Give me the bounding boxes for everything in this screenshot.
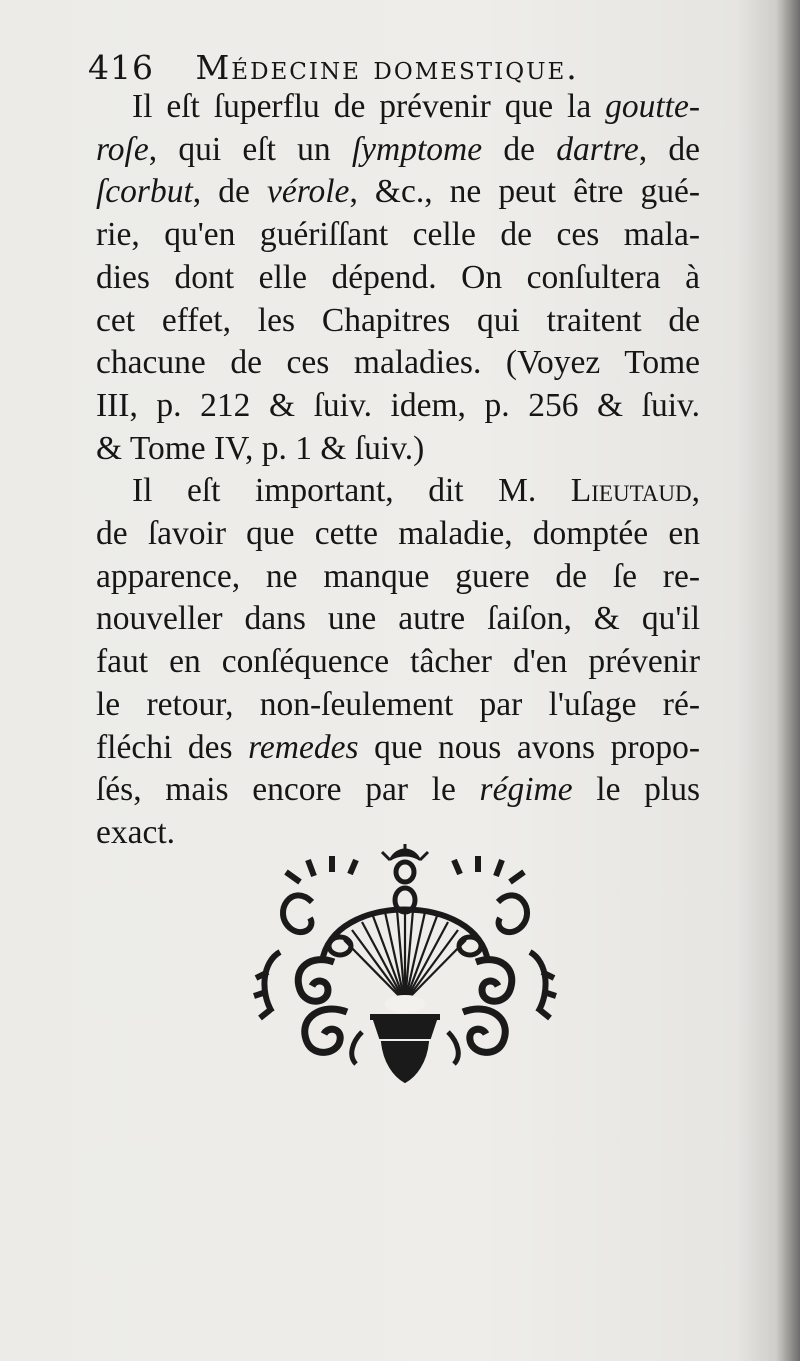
small-caps-name: Lieutaud — [570, 472, 692, 510]
text-line — [96, 556, 700, 599]
page-number: 416 — [88, 48, 154, 87]
text-line — [96, 513, 700, 556]
text-line — [96, 385, 700, 428]
text-line — [96, 171, 700, 214]
text-line — [96, 641, 700, 684]
text-run: , de — [638, 130, 700, 168]
text-run: de — [482, 130, 557, 168]
text-line — [96, 769, 700, 812]
text-run: , qui eſt un — [148, 130, 352, 168]
text-line — [96, 428, 700, 471]
text-line — [96, 214, 700, 257]
text-run: , &c., ne peut être gué- — [349, 173, 700, 211]
text-run: le retour, non-ſeulement par l'uſage ré- — [96, 685, 700, 723]
text-run: , — [691, 472, 700, 510]
text-run: faut en conſéquence tâcher d'en prévenir — [96, 643, 700, 681]
text-run: III, p. 212 & ſuiv. idem, p. 256 & ſuiv. — [96, 386, 700, 424]
text-line — [96, 257, 700, 300]
text-run: & Tome IV, p. 1 & ſuiv.) — [96, 429, 425, 467]
text-run: dies dont elle dépend. On conſultera à — [96, 258, 700, 296]
italic-text: régime — [479, 771, 573, 809]
text-run: que nous avons propo- — [358, 728, 700, 766]
italic-text: dartre — [556, 130, 639, 168]
running-title: Médecine domestique. — [195, 48, 579, 87]
italic-text: remedes — [248, 728, 359, 766]
text-run: Il eſt important, dit M. — [132, 472, 571, 510]
body-text — [96, 86, 700, 855]
text-run: ſés, mais encore par le — [96, 771, 480, 809]
shell-fleuron-ornament-icon — [252, 842, 558, 1088]
text-run: fléchi des — [96, 728, 249, 766]
text-line — [96, 86, 700, 129]
italic-text: ſymptome — [351, 130, 483, 168]
running-header — [88, 48, 708, 87]
text-run: apparence, ne manque guere de ſe re- — [96, 557, 700, 595]
text-line — [96, 470, 700, 513]
text-line — [96, 598, 700, 641]
italic-text: goutte- — [605, 88, 700, 125]
italic-text: roſe — [96, 130, 149, 168]
italic-text: vérole — [266, 173, 350, 211]
text-line — [96, 300, 700, 343]
text-line — [96, 129, 700, 172]
text-run: rie, qu'en guériſſant celle de ces mala- — [96, 216, 700, 254]
text-run: Il eſt ſuperflu de prévenir que la — [132, 88, 606, 125]
text-run: , de — [192, 173, 267, 211]
text-run: chacune de ces maladies. (Voyez Tome — [96, 344, 700, 382]
italic-text: ſcorbut — [96, 173, 193, 211]
text-line — [96, 727, 700, 770]
text-run: le plus — [572, 771, 700, 809]
text-line — [96, 342, 700, 385]
text-run: exact. — [96, 813, 176, 851]
text-run: de ſavoir que cette maladie, domptée en — [96, 515, 700, 553]
text-run: cet effet, les Chapitres qui traitent de — [96, 301, 700, 339]
text-line — [96, 684, 700, 727]
text-run: nouveller dans une autre ſaiſon, & qu'il — [96, 600, 700, 638]
